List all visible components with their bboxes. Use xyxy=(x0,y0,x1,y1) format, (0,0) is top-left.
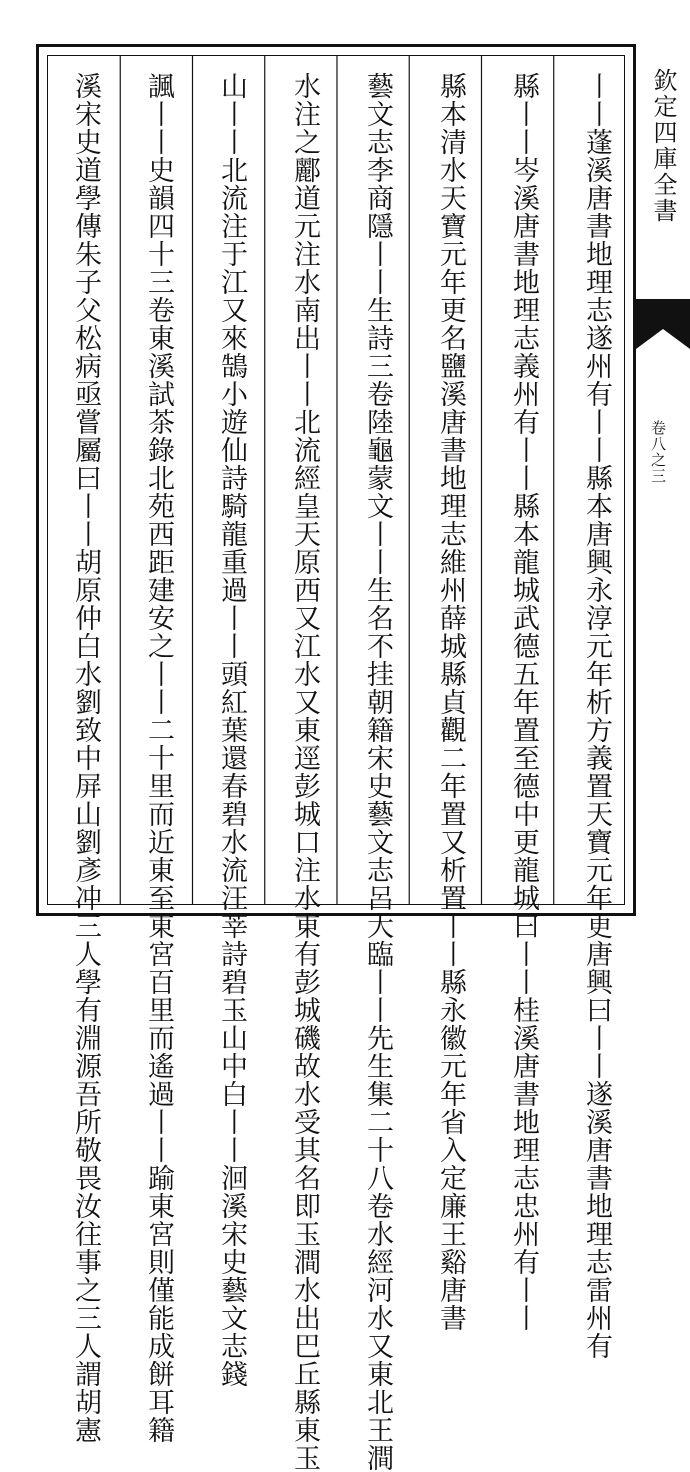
text-column-3: 縣本清水天寶元年更名鹽溪唐書地理志維州薛城縣貞觀二年置又析置丨丨縣永徽元年省入定廉王谿唐書 xyxy=(435,72,466,1332)
text-column-6: 山丨丨北流注于江又來鵠小遊仙詩騎龍重過丨丨頭紅葉還春碧水流汪莘詩碧玉山中白丨丨洄溪宋史藝文志錢 xyxy=(216,72,247,1388)
text-column-4: 藝文志李商隱丨丨生詩三卷陸龜蒙文丨丨生名不挂朝籍宋史藝文志呂大臨丨丨先生集二十八卷水經河水又東北王澗 xyxy=(362,72,393,1472)
text-block xyxy=(47,55,625,1472)
text-column-1: 丨丨蓬溪唐書地理志遂州有丨丨縣本唐興永淳元年析方義置天寶元年更唐興曰丨丨遂溪唐書地理志雷州有 xyxy=(581,72,612,1360)
fishtail-mark xyxy=(636,299,690,349)
page-border-frame xyxy=(36,44,636,1472)
book-title: 欽定四庫全書 xyxy=(649,68,677,224)
text-column-8: 溪宋史道學傳朱子父松病亟嘗屬曰丨丨胡原仲白水劉致中屏山劉彥冲三人學有淵源吾所敬畏汝往事之三人謂胡憲 xyxy=(70,72,101,1444)
text-column-2: 縣丨丨岑溪唐書地理志義州有丨丨縣本龍城武德五年置至德中更龍城曰丨丨桂溪唐書地理志忠州有丨丨 xyxy=(508,72,539,1332)
page-margin-strip xyxy=(636,44,690,916)
volume-label: 卷八之三 xyxy=(649,420,667,484)
text-column-7: 諷丨丨史韻四十三卷東溪試茶錄北苑西距建安之丨丨二十里而近東至東宮百里而遙過丨丨踰東宮則僅能成餅耳籍 xyxy=(143,72,174,1444)
text-column-5: 水注之酈道元注水南出丨丨北流經皇天原西又江水又東逕彭城口注水東有彭城磯故水受其名即玉澗水出巴丘縣東玉 xyxy=(289,72,320,1472)
